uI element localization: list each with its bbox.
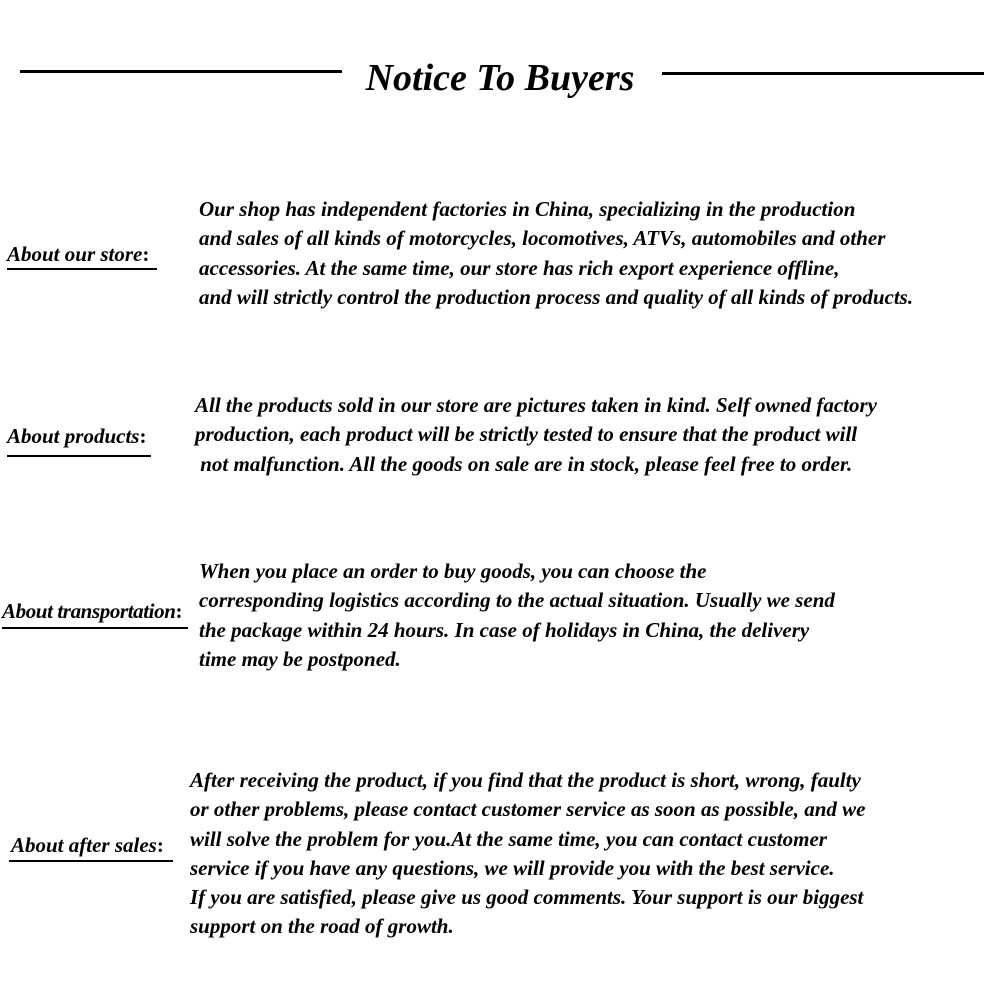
section-underline-products	[7, 455, 151, 457]
body-line: will solve the problem for you.At the same time, you can contact customer	[190, 826, 827, 851]
section-label-colon: :	[156, 833, 164, 857]
body-line: time may be postponed.	[199, 646, 401, 671]
section-label-after-sales	[11, 831, 164, 859]
body-line: accessories. At the same time, our store has rich export experience offline,	[199, 255, 840, 280]
body-line: Our shop has independent factories in China, specializing in the production	[199, 197, 856, 221]
body-line: If you are satisfied, please give us good comments. Your support is our biggest	[190, 885, 864, 910]
body-line: not malfunction. All the goods on sale are in stock, please feel free to order.	[195, 451, 853, 476]
section-label-transportation	[2, 597, 182, 625]
title-rule-right	[662, 72, 984, 75]
section-label-store	[7, 240, 149, 268]
section-underline-after-sales	[9, 860, 173, 862]
section-underline-store	[7, 268, 157, 270]
section-label-colon: :	[139, 424, 147, 448]
body-line: After receiving the product, if you find that the product is short, wrong, faulty	[190, 768, 861, 792]
body-line: and sales of all kinds of motorcycles, locomotives, ATVs, automobiles and other	[199, 226, 886, 251]
section-label-text: About transportation	[2, 599, 176, 623]
body-line: When you place an order to buy goods, you can choose the	[199, 559, 707, 583]
section-label-text: About our store	[7, 242, 143, 266]
section-body-transportation	[199, 557, 835, 674]
section-body-products	[195, 391, 877, 479]
page-title: Notice To Buyers	[365, 57, 635, 99]
section-body-after-sales	[190, 766, 866, 942]
body-line: service if you have any questions, we will provide you with the best service.	[190, 855, 835, 880]
body-line: or other problems, please contact customer service as soon as possible, and we	[190, 797, 866, 822]
section-label-text: About products	[7, 424, 140, 448]
section-label-products	[7, 422, 146, 450]
body-line: All the products sold in our store are pictures taken in kind. Self owned factory	[195, 393, 877, 417]
body-line: corresponding logistics according to the actual situation. Usually we send	[199, 588, 835, 613]
body-line: the package within 24 hours. In case of holidays in China, the delivery	[199, 617, 810, 642]
section-label-colon: :	[175, 599, 183, 623]
body-line: support on the road of growth.	[190, 914, 454, 939]
body-line: production, each product will be strictly tested to ensure that the product will	[195, 422, 858, 447]
body-line: and will strictly control the production process and quality of all kinds of products.	[199, 284, 914, 309]
section-underline-transportation	[2, 627, 188, 629]
section-label-text: About after sales	[11, 833, 157, 857]
section-body-store	[199, 195, 913, 312]
section-label-colon: :	[142, 242, 150, 266]
